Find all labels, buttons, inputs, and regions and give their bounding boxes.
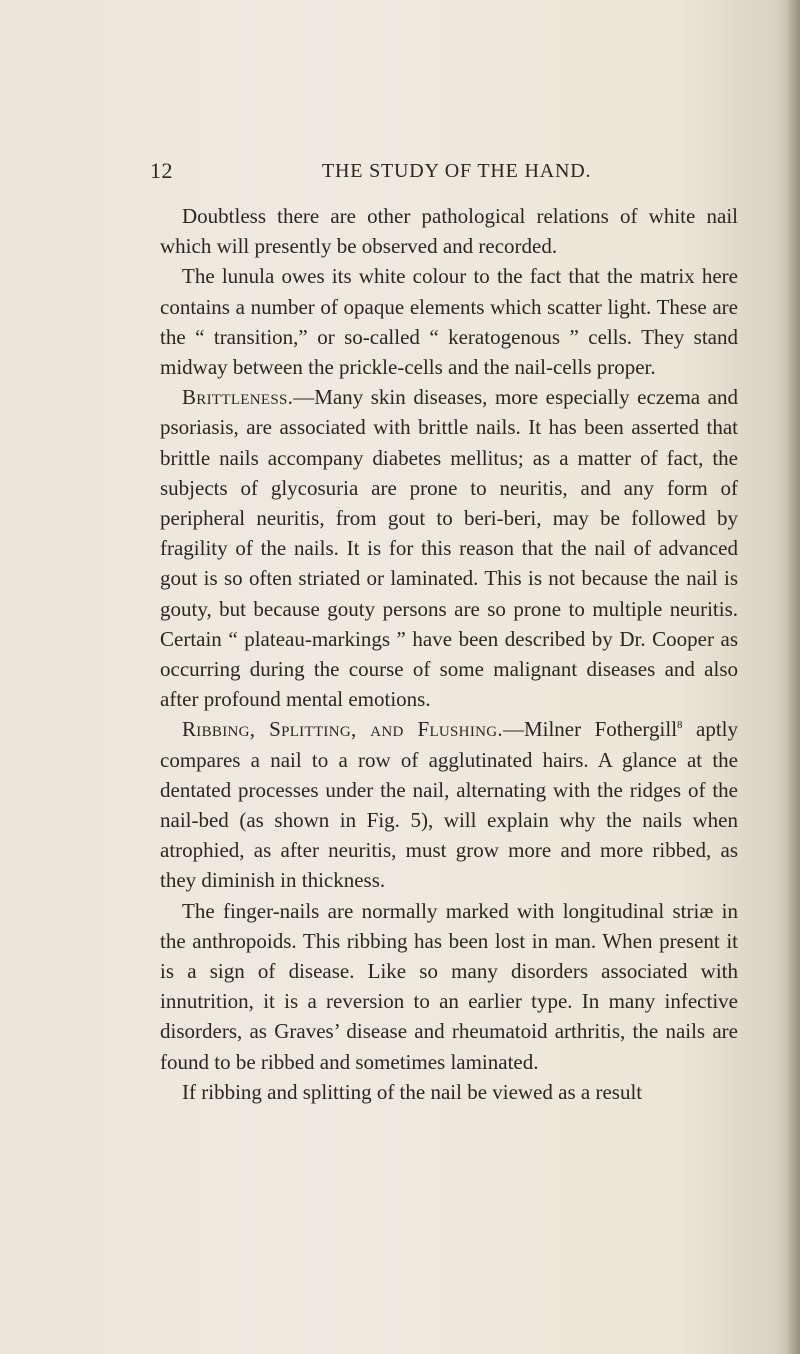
paragraph-brittleness: [160, 382, 738, 714]
section-heading-brittleness: Brittleness.: [182, 385, 294, 410]
section-heading-ribbing: Ribbing, Splitting, and Flushing.: [182, 717, 503, 742]
paragraph-text: —Many skin diseases, more especially eczema and psoriasis, are associated with brittle nails. It has been asserted that brittle nails accompany diabetes mellitus; as a matter of fact, the subjects of glycosuria are prone to neuritis, and any form of peripheral neuritis, from gout to beri-beri, may be followed by fragility of the nails. It is for this reason that the nail of advanced gout is so often striated or laminated. This is not because the nail is gouty, but because gouty persons are so prone to multiple neuritis. Certain “ plateau-markings ” have been described by Dr. Cooper as occurring during the course of some malignant diseases and also after profound mental emotions.: [160, 385, 738, 712]
running-title: THE STUDY OF THE HAND.: [322, 160, 592, 182]
paragraph-text: The finger-nails are normally marked with longitudinal striæ in the anthropoids. This ribbing has been lost in man. When present it is a sign of disease. Like so many disorders associated with innutrition, it is a reversion to an earlier type. In many infective disorders, as Graves’ disease and rheumatoid arthritis, the nails are found to be ribbed and sometimes laminated.: [160, 898, 738, 1074]
page-edge-shadow: [786, 0, 800, 1354]
paragraph-text: Doubtless there are other pathological relations of white nail which will presently be observed and recorded.: [160, 204, 738, 259]
paragraph-text: The lunula owes its white colour to the fact that the matrix here contains a number of opaque elements which scatter light. These are the “ transition,” or so-called “ keratogenous ” cells. They stand midway between the prickle-cells and the nail-cells proper.: [160, 264, 738, 380]
paragraph-white-nail: [160, 201, 738, 261]
paragraph-finger-nails: [160, 896, 738, 1077]
running-header: [150, 158, 650, 188]
paragraph-text-continued: aptly compares a nail to a row of agglutinated hairs. A glance at the dentated processes under the nail, alternating with the ridges of the nail-bed (as shown in Fig. 5), will explain why the nails when atrophied, as after neuritis, must grow more and more ribbed, as they diminish in thickness.: [160, 717, 738, 893]
footnote-reference: 8: [677, 719, 683, 732]
paragraph-ribbing-result: [160, 1077, 738, 1107]
paragraph-text: If ribbing and splitting of the nail be viewed as a result: [182, 1079, 643, 1104]
paragraph-ribbing: [160, 714, 738, 895]
paragraph-text: —Milner Fothergill: [502, 717, 678, 742]
body-text: [160, 201, 738, 1107]
paragraph-lunula: [160, 261, 738, 382]
page-number: 12: [150, 158, 173, 183]
